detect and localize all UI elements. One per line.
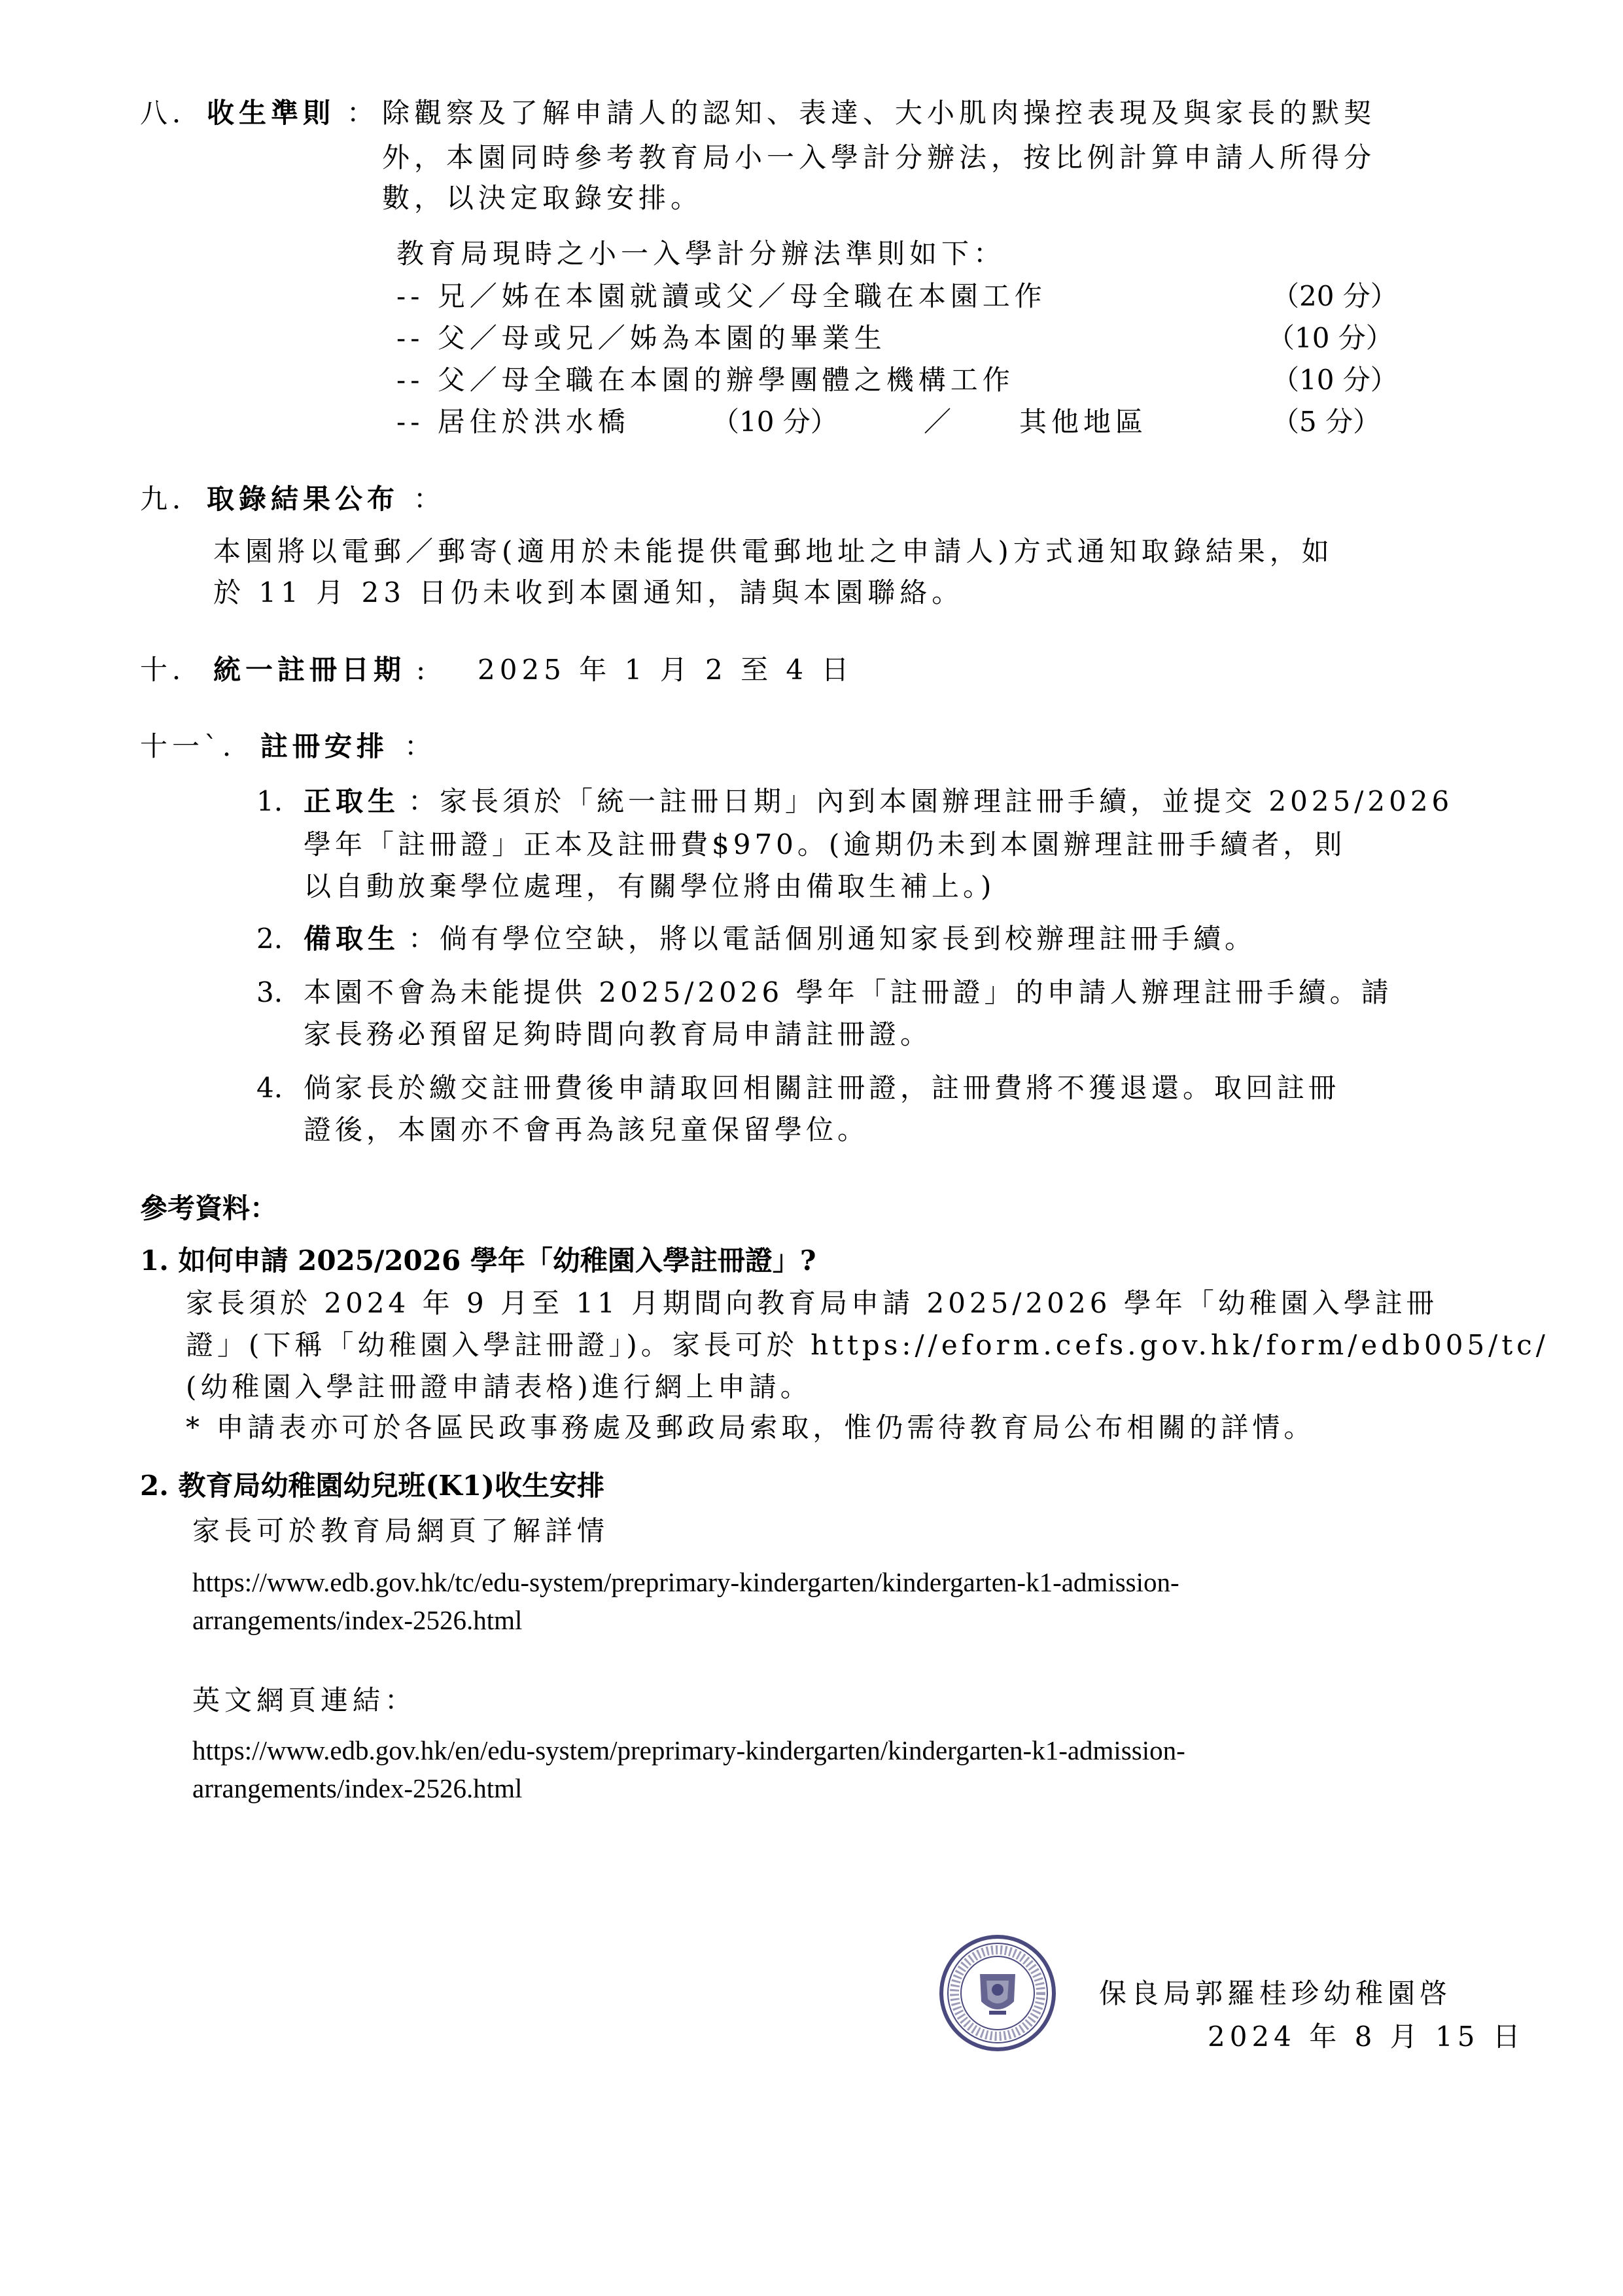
sec10-number: 十．: [140, 654, 205, 686]
criteria-other-label: 其他地區: [1019, 406, 1148, 438]
item4-line1: 倘家長於繳交註冊費後申請取回相關註冊證，註冊費將不獲退還。取回註冊: [304, 1072, 1340, 1104]
criteria-other-points: （5 分）: [1272, 406, 1381, 438]
kindergarten-seal: [938, 1934, 1057, 2053]
criteria-intro: 教育局現時之小一入學計分辦法準則如下：: [396, 238, 1006, 270]
criteria-points-3: （10 分）: [1272, 364, 1398, 396]
edb-en-link-cont[interactable]: arrangements/index-2526.html: [192, 1773, 523, 1803]
item1-line1: ：家長須於「統一註冊日期」內到本園辦理註冊手續，並提交 2025/2026: [408, 785, 1454, 817]
ref2-title: 2. 教育局幼稚園幼兒班(K1)收生安排: [140, 1470, 604, 1502]
ref1-line3: (幼稚園入學註冊證申請表格)進行網上申請。: [186, 1371, 812, 1403]
unified-registration-date: 2025 年 1 月 2 至 4 日: [478, 654, 854, 686]
item3-line1: 本園不會為未能提供 2025/2026 學年「註冊證」的申請人辦理註冊手續。請: [304, 976, 1393, 1008]
item4-number: 4.: [256, 1072, 283, 1104]
ref2-line1: 家長可於教育局網頁了解詳情: [192, 1515, 610, 1547]
item3-number: 3.: [256, 976, 283, 1008]
item3-line2: 家長務必預留足夠時間向教育局申請註冊證。: [304, 1018, 932, 1050]
criteria-item-2: -- 父／母或兄／姊為本園的畢業生: [396, 322, 886, 354]
criteria-item-3: -- 父／母全職在本園的辦學團體之機構工作: [396, 364, 1015, 396]
ref1-note: * 申請表亦可於各區民政事務處及郵政局索取，惟仍需待教育局公布相關的詳情。: [186, 1411, 1316, 1443]
item1-title: 正取生: [304, 785, 400, 817]
sec8-para-line2: 外，本園同時參考教育局小一入學計分辦法，按比例計算申請人所得分: [382, 141, 1376, 173]
criteria-residence-slash: ／: [924, 406, 952, 438]
sec11-number: 十一`．: [140, 730, 255, 762]
sec9-line1: 本園將以電郵／郵寄(適用於未能提供電郵地址之申請人)方式通知取錄結果，如: [213, 535, 1334, 567]
sec8-colon: ：: [347, 97, 375, 129]
criteria-points-1: （20 分）: [1272, 280, 1398, 312]
item4-line2: 證後，本園亦不會再為該兒童保留學位。: [304, 1114, 869, 1146]
reference-heading: 參考資料：: [140, 1192, 278, 1224]
sec9-line2: 於 11 月 23 日仍未收到本園通知，請與本園聯絡。: [213, 576, 964, 609]
criteria-item-1: -- 兄／姊在本園就讀或父／母全職在本園工作: [396, 280, 1047, 312]
item2-number: 2.: [256, 923, 283, 955]
ref1-title: 1. 如何申請 2025/2026 學年「幼稚園入學註冊證」?: [140, 1245, 816, 1277]
sec11-colon: ：: [404, 730, 432, 762]
sec9-title: 取錄結果公布: [207, 483, 400, 515]
sec8-title: 收生準則: [207, 97, 336, 129]
edb-tc-link[interactable]: https://www.edb.gov.hk/tc/edu-system/preprimary-kindergarten/kindergarten-k1-admission-: [192, 1567, 1179, 1597]
english-page-label: 英文網頁連結：: [192, 1684, 417, 1716]
item1-number: 1.: [256, 785, 283, 817]
signoff-name: 保良局郭羅桂珍幼稚園啓: [1099, 1977, 1452, 2009]
sec10-title: 統一註冊日期: [213, 654, 406, 686]
sec11-title: 註冊安排: [260, 730, 389, 762]
item2-line1: ：倘有學位空缺，將以電話個別通知家長到校辦理註冊手續。: [408, 923, 1257, 955]
ref1-line1: 家長須於 2024 年 9 月至 11 月期間向教育局申請 2025/2026 學年「幼稚園入學註冊: [186, 1287, 1438, 1319]
item1-line2: 學年「註冊證」正本及註冊費$970。(逾期仍未到本園辦理註冊手續者，則: [304, 828, 1346, 860]
edb-tc-link-cont[interactable]: arrangements/index-2526.html: [192, 1605, 523, 1635]
criteria-residence-label: -- 居住於洪水橋: [396, 406, 630, 438]
criteria-residence-points: （10 分）: [712, 406, 838, 438]
edb-en-link[interactable]: https://www.edb.gov.hk/en/edu-system/preprimary-kindergarten/kindergarten-k1-admission-: [192, 1735, 1185, 1765]
criteria-points-2: （10 分）: [1267, 322, 1393, 354]
sec9-colon: ：: [413, 483, 442, 515]
sec8-para-line1: 除觀察及了解申請人的認知、表達、大小肌肉操控表現及與家長的默契: [382, 97, 1376, 129]
sec8-para-line3: 數，以決定取錄安排。: [382, 182, 703, 214]
signoff-date: 2024 年 8 月 15 日: [1208, 2021, 1525, 2053]
sec10-colon: :: [416, 654, 426, 686]
sec8-number: 八．: [140, 97, 205, 129]
item1-line3: 以自動放棄學位處理，有關學位將由備取生補上。): [304, 870, 996, 902]
item2-title: 備取生: [304, 923, 400, 955]
sec9-number: 九．: [140, 483, 205, 515]
ref1-line2: 證」(下稱「幼稚園入學註冊證」)。家長可於 https://eform.cefs.gov.hk/form/edb005/tc/: [186, 1329, 1549, 1361]
